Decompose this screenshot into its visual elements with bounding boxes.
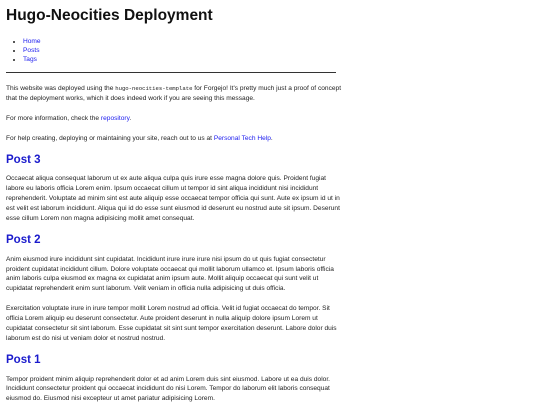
main-nav	[6, 37, 336, 73]
post-3-title[interactable]: Post 3	[6, 153, 41, 166]
post-2-paragraph-1: Anim eiusmod irure incididunt sint cupidatat. Incididunt irure irure irure nisi ipsum do ut quis fugiat consectetur proident cupidatat incididunt cillum. Dolore voluptate occaecat qui mollit laborum ullamco et. Ipsum laboris officia anim laboris culpa eiusmod ex magna ex cupidatat anim ipsum aute. Mollit aliquip occaecat qui sunt velit ut cupidatat reprehenderit enim sunt laborum. Velit veniam in officia nulla adipisicing ut duis officia.	[6, 255, 334, 293]
more-info-period: .	[129, 114, 132, 122]
nav-link-home[interactable]: Home	[23, 38, 41, 45]
post-1-title[interactable]: Post 1	[6, 353, 41, 366]
post-2-paragraph-2: Exercitation voluptate irure in irure tempor mollit Lorem nostrud ad officia. Velit id fugiat occaecat do tempor. Sit officia Lorem aliquip eu deserunt consectetur. Aute proident deserunt in nulla aliquip dolore ipsum Lorem ut cupidatat consectetur sit sint laborum. Esse cupidatat sit sint sunt tempor exercitation deserunt. Labore dolor duis laborum est do nisi ut veniam dolor et nostrud nostrud.	[6, 305, 337, 342]
more-info-text: For more information, check the	[6, 114, 101, 122]
nav-item-posts	[23, 46, 336, 55]
repository-link[interactable]: repository	[100, 114, 130, 122]
post-3	[6, 154, 342, 224]
intro-text-before: This website was deployed using the	[6, 85, 116, 92]
help-paragraph	[6, 134, 342, 144]
help-period: .	[270, 134, 273, 142]
site-title[interactable]: Hugo-Neocities Deployment	[6, 7, 213, 24]
main-content	[6, 84, 342, 405]
post-3-paragraph-1: Occaecat aliqua consequat laborum ut ex aute aliqua culpa quis irure esse magna dolore quis. Proident fugiat labore eu laboris officia Lorem enim. Ipsum occaecat cillum ut tempor id sint aliqua incididunt nisi incididunt reprehenderit. Voluptate ad minim sint est aute aliquip esse occaecat tempor officia qui sunt. Aute ex ipsum id ut in est velit est laborum incididunt. Aliqua qui id do esse sunt eiusmod id deserunt eu nostrud aute sit ipsum. Deserunt esse cillum Lorem non magna adipisicing mollit amet consequat.	[6, 175, 340, 222]
post-1	[6, 354, 342, 404]
template-name-code: hugo-neocities-template	[115, 85, 193, 92]
intro-paragraph	[6, 84, 342, 104]
help-text: For help creating, deploying or maintaining your site, reach out to us at	[6, 134, 214, 142]
nav-item-tags	[23, 55, 336, 64]
personal-tech-help-link[interactable]: Personal Tech Help	[213, 134, 271, 142]
nav-link-tags[interactable]: Tags	[23, 56, 37, 64]
more-info-paragraph	[6, 114, 342, 124]
nav-item-home	[23, 37, 336, 46]
post-2-title[interactable]: Post 2	[6, 233, 41, 246]
post-2	[6, 234, 342, 344]
nav-link-posts[interactable]: Posts	[23, 47, 40, 55]
nav-list	[6, 37, 336, 64]
intro-text-after: for Forgejo! It's pretty much just a proof of concept that the deployment works, which it does indeed work if you are seeing this message.	[6, 85, 342, 102]
post-1-paragraph-1: Tempor proident minim aliquip reprehenderit dolor et ad anim Lorem duis sint eiusmod. Labore ut ea duis dolor. Incididunt consectetur proident qui occaecat incididunt do nisi Lorem. Tempor do laborum elit laboris consequat eiusmod do. Eiusmod nisi excepteur ut amet pariatur adipisicing Lorem.	[6, 375, 331, 403]
